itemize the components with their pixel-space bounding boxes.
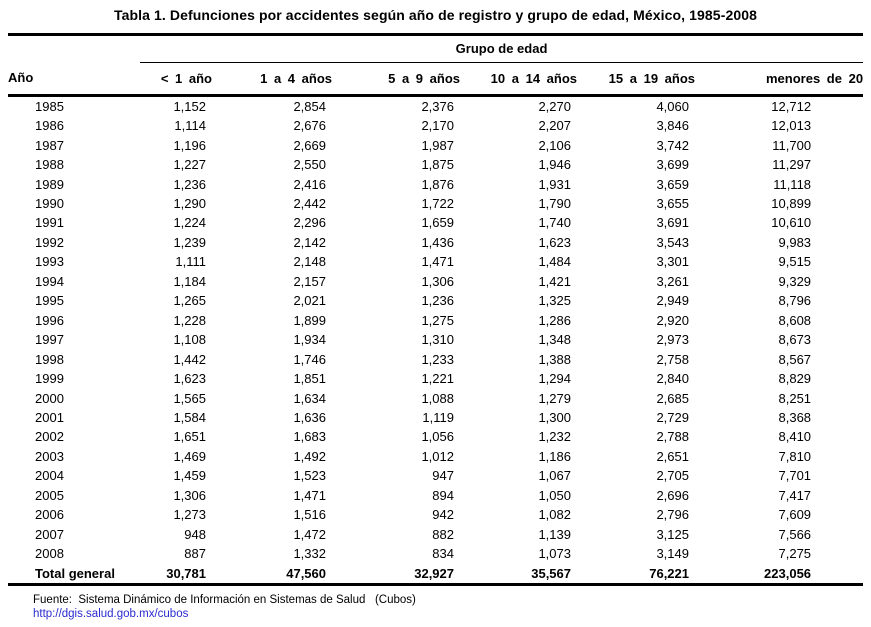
table-row: [8, 525, 863, 544]
value-cell: 1,056: [421, 429, 454, 445]
value-cell: 8,368: [778, 410, 812, 425]
group-header: Grupo de edad: [140, 36, 863, 62]
value-cell: 1,236: [421, 293, 454, 309]
value-cell: 2,296: [293, 215, 326, 231]
column-header-1: < 1 año: [140, 62, 212, 95]
value-cell: 1,946: [538, 157, 571, 173]
value-cell: 2,669: [293, 137, 326, 153]
table-row: [8, 95, 863, 116]
value-cell: 223,056: [764, 565, 812, 581]
year-cell: 2004: [35, 468, 64, 484]
year-cell: 2001: [35, 410, 64, 425]
value-cell: 47,560: [286, 565, 326, 581]
value-cell: 1,088: [421, 390, 454, 406]
value-cell: 1,523: [293, 468, 326, 484]
value-cell: 942: [432, 507, 454, 523]
value-cell: 1,484: [538, 254, 571, 270]
value-cell: 1,722: [421, 196, 454, 212]
group-header-row: [8, 36, 863, 62]
value-cell: 2,920: [656, 312, 689, 328]
value-cell: 2,796: [656, 507, 689, 523]
year-cell: 2002: [35, 429, 64, 445]
value-cell: 1,111: [175, 254, 206, 270]
value-cell: 1,290: [173, 196, 206, 212]
value-cell: 2,142: [293, 234, 326, 250]
value-cell: 7,609: [778, 507, 812, 523]
value-cell: 882: [432, 526, 454, 542]
value-cell: 1,436: [421, 234, 454, 250]
value-cell: 1,273: [173, 507, 206, 523]
value-cell: 8,608: [778, 312, 812, 328]
value-cell: 1,442: [173, 351, 206, 367]
year-cell: 1996: [35, 312, 64, 328]
value-cell: 2,696: [656, 487, 689, 503]
value-cell: 7,810: [778, 448, 812, 464]
value-cell: 8,673: [778, 332, 812, 348]
value-cell: 1,471: [421, 254, 454, 270]
value-cell: 8,251: [778, 390, 812, 406]
value-cell: 1,659: [421, 215, 454, 231]
year-cell: 1994: [35, 273, 64, 289]
value-cell: 2,157: [293, 273, 326, 289]
column-header-4: 10 a 14 años: [460, 62, 577, 95]
value-cell: 1,584: [173, 410, 206, 425]
value-cell: 8,829: [778, 371, 812, 387]
footer: [33, 593, 871, 621]
year-cell: 2008: [35, 546, 64, 562]
table-row: [8, 388, 863, 407]
value-cell: 8,796: [778, 293, 812, 309]
value-cell: 12,712: [771, 98, 812, 114]
value-cell: 1,108: [173, 332, 206, 348]
value-cell: 32,927: [414, 565, 454, 581]
value-cell: 1,623: [173, 371, 206, 387]
column-header-2: 1 a 4 años: [212, 62, 332, 95]
table-row: [8, 272, 863, 291]
value-cell: 1,310: [421, 332, 454, 348]
table-row: [8, 330, 863, 349]
value-cell: 1,492: [293, 448, 326, 464]
value-cell: 2,376: [421, 98, 454, 114]
value-cell: 1,899: [293, 312, 326, 328]
value-cell: 1,228: [173, 312, 206, 328]
year-cell: 1991: [35, 215, 64, 231]
value-cell: 1,294: [538, 371, 571, 387]
value-cell: 11,297: [772, 157, 812, 173]
value-cell: 2,729: [656, 410, 689, 425]
value-cell: 1,114: [174, 118, 206, 134]
value-cell: 3,742: [656, 137, 689, 153]
value-cell: 2,949: [656, 293, 689, 309]
value-cell: 9,515: [778, 254, 812, 270]
value-cell: 3,691: [656, 215, 689, 231]
year-cell: 1993: [35, 254, 64, 270]
value-cell: 3,655: [656, 196, 689, 212]
table-row: [8, 233, 863, 252]
value-cell: 947: [432, 468, 454, 484]
year-cell: 1990: [35, 196, 64, 212]
year-cell: 2007: [35, 526, 64, 542]
source-note: Fuente: Sistema Dinámico de Información en Sistemas de Salud (Cubos): [33, 594, 416, 606]
value-cell: 1,876: [421, 176, 454, 192]
value-cell: 2,685: [656, 390, 689, 406]
value-cell: 3,149: [656, 546, 689, 562]
column-header-5: 15 a 19 años: [577, 62, 695, 95]
year-cell: 1995: [35, 293, 64, 309]
value-cell: 1,306: [173, 487, 206, 503]
value-cell: 1,082: [538, 507, 571, 523]
year-cell: 1992: [35, 234, 64, 250]
value-cell: 1,469: [173, 448, 206, 464]
value-cell: 1,012: [421, 448, 454, 464]
value-cell: 7,275: [778, 546, 812, 562]
value-cell: 1,139: [538, 526, 571, 542]
value-cell: 2,270: [538, 98, 571, 114]
value-cell: 1,851: [293, 371, 326, 387]
value-cell: 2,840: [656, 371, 689, 387]
table-row: [8, 116, 863, 135]
year-cell: 1985: [35, 98, 64, 114]
value-cell: 4,060: [656, 98, 689, 114]
table-row: [8, 311, 863, 330]
column-header-6: menores de 20: [695, 62, 863, 95]
year-cell: 1989: [35, 176, 64, 192]
value-cell: 1,623: [538, 234, 571, 250]
value-cell: 1,636: [293, 410, 326, 425]
year-cell: 2005: [35, 487, 64, 503]
table-body: [8, 95, 863, 585]
year-cell: 2000: [35, 390, 64, 406]
year-cell: 1988: [35, 157, 64, 173]
value-cell: 1,306: [421, 273, 454, 289]
value-cell: 1,233: [421, 351, 454, 367]
value-cell: 3,125: [656, 526, 689, 542]
value-cell: 1,224: [173, 215, 206, 231]
year-cell: 1986: [35, 118, 64, 134]
value-cell: 8,567: [778, 351, 812, 367]
value-cell: 1,472: [293, 526, 326, 542]
value-cell: 1,790: [538, 196, 571, 212]
value-cell: 1,934: [293, 332, 326, 348]
value-cell: 2,021: [293, 293, 326, 309]
value-cell: 9,329: [778, 273, 812, 289]
value-cell: 1,388: [538, 351, 571, 367]
year-cell: 1999: [35, 371, 64, 387]
value-cell: 2,676: [293, 118, 326, 134]
value-cell: 30,781: [166, 565, 206, 581]
value-cell: 2,758: [656, 351, 689, 367]
value-cell: 887: [184, 546, 206, 562]
value-cell: 1,634: [293, 390, 326, 406]
table-row: [8, 252, 863, 271]
table-row: [8, 408, 863, 427]
value-cell: 35,567: [531, 565, 571, 581]
value-cell: 1,239: [173, 234, 206, 250]
total-row: [8, 563, 863, 584]
value-cell: 834: [432, 546, 454, 562]
value-cell: 1,740: [538, 215, 571, 231]
value-cell: 1,332: [293, 546, 326, 562]
year-cell: 2003: [35, 448, 64, 464]
value-cell: 1,471: [293, 487, 326, 503]
table-row: [8, 135, 863, 154]
group-header-spacer: [8, 36, 140, 62]
value-cell: 2,442: [293, 196, 326, 212]
value-cell: 1,067: [538, 468, 571, 484]
value-cell: 1,987: [421, 137, 454, 153]
value-cell: 1,119: [422, 410, 454, 425]
value-cell: 1,348: [538, 332, 571, 348]
table-row: [8, 466, 863, 485]
year-cell: 1987: [35, 137, 64, 153]
table-row: [8, 174, 863, 193]
value-cell: 3,261: [656, 273, 689, 289]
value-cell: 3,699: [656, 157, 689, 173]
value-cell: 2,705: [656, 468, 689, 484]
table-row: [8, 369, 863, 388]
defunciones-table: [8, 36, 863, 586]
value-cell: 7,417: [778, 487, 812, 503]
value-cell: 3,301: [656, 254, 689, 270]
table-row: [8, 505, 863, 524]
table-row: [8, 544, 863, 563]
value-cell: 1,279: [538, 390, 571, 406]
value-cell: 1,931: [538, 176, 571, 192]
value-cell: 1,746: [293, 351, 326, 367]
value-cell: 1,221: [421, 371, 454, 387]
value-cell: 948: [184, 526, 206, 542]
value-cell: 1,286: [538, 312, 571, 328]
value-cell: 1,651: [173, 429, 206, 445]
value-cell: 2,973: [656, 332, 689, 348]
value-cell: 11,118: [773, 176, 812, 192]
table-row: [8, 155, 863, 174]
value-cell: 2,207: [538, 118, 571, 134]
value-cell: 1,875: [421, 157, 454, 173]
value-cell: 7,701: [778, 468, 812, 484]
value-cell: 10,610: [771, 215, 812, 231]
value-cell: 1,152: [173, 98, 206, 114]
value-cell: 1,683: [293, 429, 326, 445]
value-cell: 7,566: [778, 526, 812, 542]
value-cell: 1,516: [293, 507, 326, 523]
value-cell: 3,659: [656, 176, 689, 192]
year-cell: 1997: [35, 332, 64, 348]
value-cell: 2,550: [293, 157, 326, 173]
value-cell: 1,565: [173, 390, 206, 406]
value-cell: 3,846: [656, 118, 689, 134]
value-cell: 2,106: [538, 137, 571, 153]
value-cell: 1,196: [173, 137, 206, 153]
value-cell: 8,410: [778, 429, 812, 445]
value-cell: 1,300: [538, 410, 571, 425]
table-row: [8, 194, 863, 213]
value-cell: 1,275: [421, 312, 454, 328]
value-cell: 2,148: [293, 254, 326, 270]
total-label-cell: Total general: [35, 565, 115, 581]
value-cell: 1,073: [538, 546, 571, 562]
source-link[interactable]: http://dgis.salud.gob.mx/cubos: [33, 608, 189, 620]
table-row: [8, 427, 863, 446]
value-cell: 1,421: [538, 273, 571, 289]
value-cell: 2,416: [293, 176, 326, 192]
table-row: [8, 486, 863, 505]
value-cell: 2,170: [421, 118, 454, 134]
value-cell: 1,325: [538, 293, 571, 309]
table-title: Tabla 1. Defunciones por accidentes según año de registro y grupo de edad, México, 1985-2008: [113, 7, 758, 23]
value-cell: 11,700: [772, 137, 812, 153]
table-row: [8, 349, 863, 368]
table-row: [8, 213, 863, 232]
value-cell: 76,221: [649, 565, 689, 581]
column-header-0: Año: [8, 62, 140, 95]
value-cell: 2,854: [293, 98, 326, 114]
value-cell: 1,186: [538, 448, 571, 464]
column-header-3: 5 a 9 años: [332, 62, 460, 95]
column-header-row: [8, 62, 863, 95]
value-cell: 1,227: [173, 157, 206, 173]
value-cell: 894: [432, 487, 454, 503]
table-row: [8, 291, 863, 310]
table-row: [8, 447, 863, 466]
value-cell: 1,236: [173, 176, 206, 192]
year-cell: 1998: [35, 351, 64, 367]
value-cell: 1,265: [173, 293, 206, 309]
value-cell: 9,983: [778, 234, 812, 250]
year-cell: 2006: [35, 507, 64, 523]
value-cell: 12,013: [771, 118, 812, 134]
value-cell: 1,232: [538, 429, 571, 445]
value-cell: 2,651: [656, 448, 689, 464]
value-cell: 3,543: [656, 234, 689, 250]
value-cell: 10,899: [771, 196, 812, 212]
value-cell: 2,788: [656, 429, 689, 445]
value-cell: 1,050: [538, 487, 571, 503]
value-cell: 1,184: [173, 273, 206, 289]
value-cell: 1,459: [173, 468, 206, 484]
